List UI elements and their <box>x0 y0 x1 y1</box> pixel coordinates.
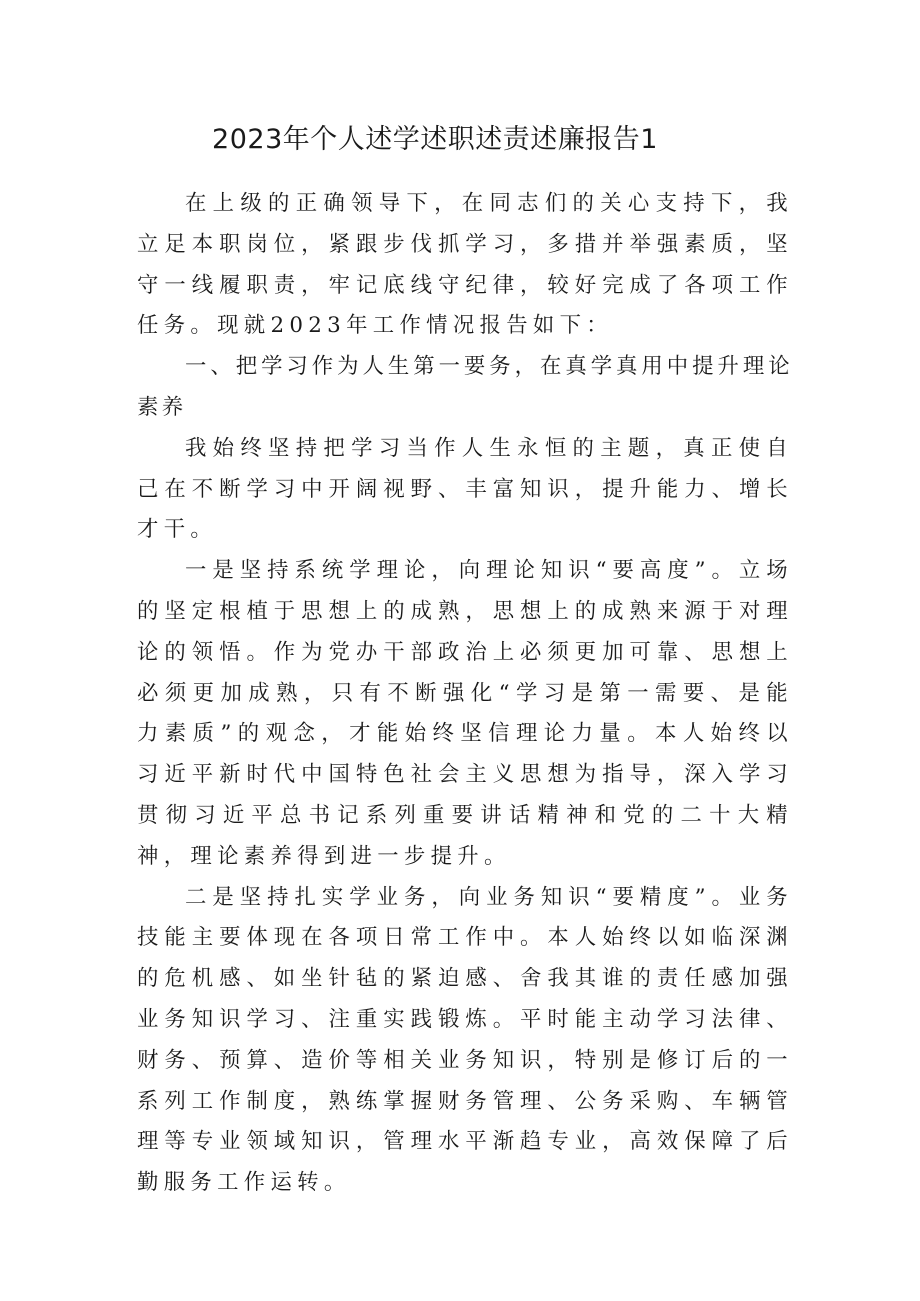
intro-paragraph: 在上级的正确领导下，在同志们的关心支持下，我立足本职岗位，紧跟步伐抓学习，多措并举强素质，坚守一线履职责，牢记底线守纪律，较好完成了各项工作任务。现就2023年工作情况报告如下： <box>137 191 793 339</box>
document-body <box>137 184 793 1204</box>
business-study-paragraph: 二是坚持扎实学业务，向业务知识“要精度”。业务技能主要体现在各项日常工作中。本人始终以如临深渊的危机感、如坐针毡的紧迫感、舍我其谁的责任感加强业务知识学习、注重实践锻炼。平时能主动学习法律、财务、预算、造价等相关业务知识，特别是修订后的一系列工作制度，熟练掌握财务管理、公务采购、车辆管理等专业领域知识，管理水平渐趋专业，高效保障了后勤服务工作运转。 <box>137 884 793 1196</box>
document-title: 2023年个人述学述职述责述廉报告1 <box>212 124 658 155</box>
section-heading-1: 一、把学习作为人生第一要务，在真学真用中提升理论素养 <box>137 354 793 420</box>
theory-study-paragraph: 一是坚持系统学理论，向理论知识“要高度”。立场的坚定根植于思想上的成熟，思想上的成熟来源于对理论的领悟。作为党办干部政治上必须更加可靠、思想上必须更加成熟，只有不断强化“学习是第一需要、是能力素质”的观念，才能始终坚信理论力量。本人始终以习近平新时代中国特色社会主义思想为指导，深入学习贯彻习近平总书记系列重要讲话精神和党的二十大精神，理论素养得到进一步提升。 <box>137 558 793 869</box>
section-intro-paragraph: 我始终坚持把学习当作人生永恒的主题，真正使自己在不断学习中开阔视野、丰富知识，提升能力、增长才干。 <box>137 435 793 543</box>
